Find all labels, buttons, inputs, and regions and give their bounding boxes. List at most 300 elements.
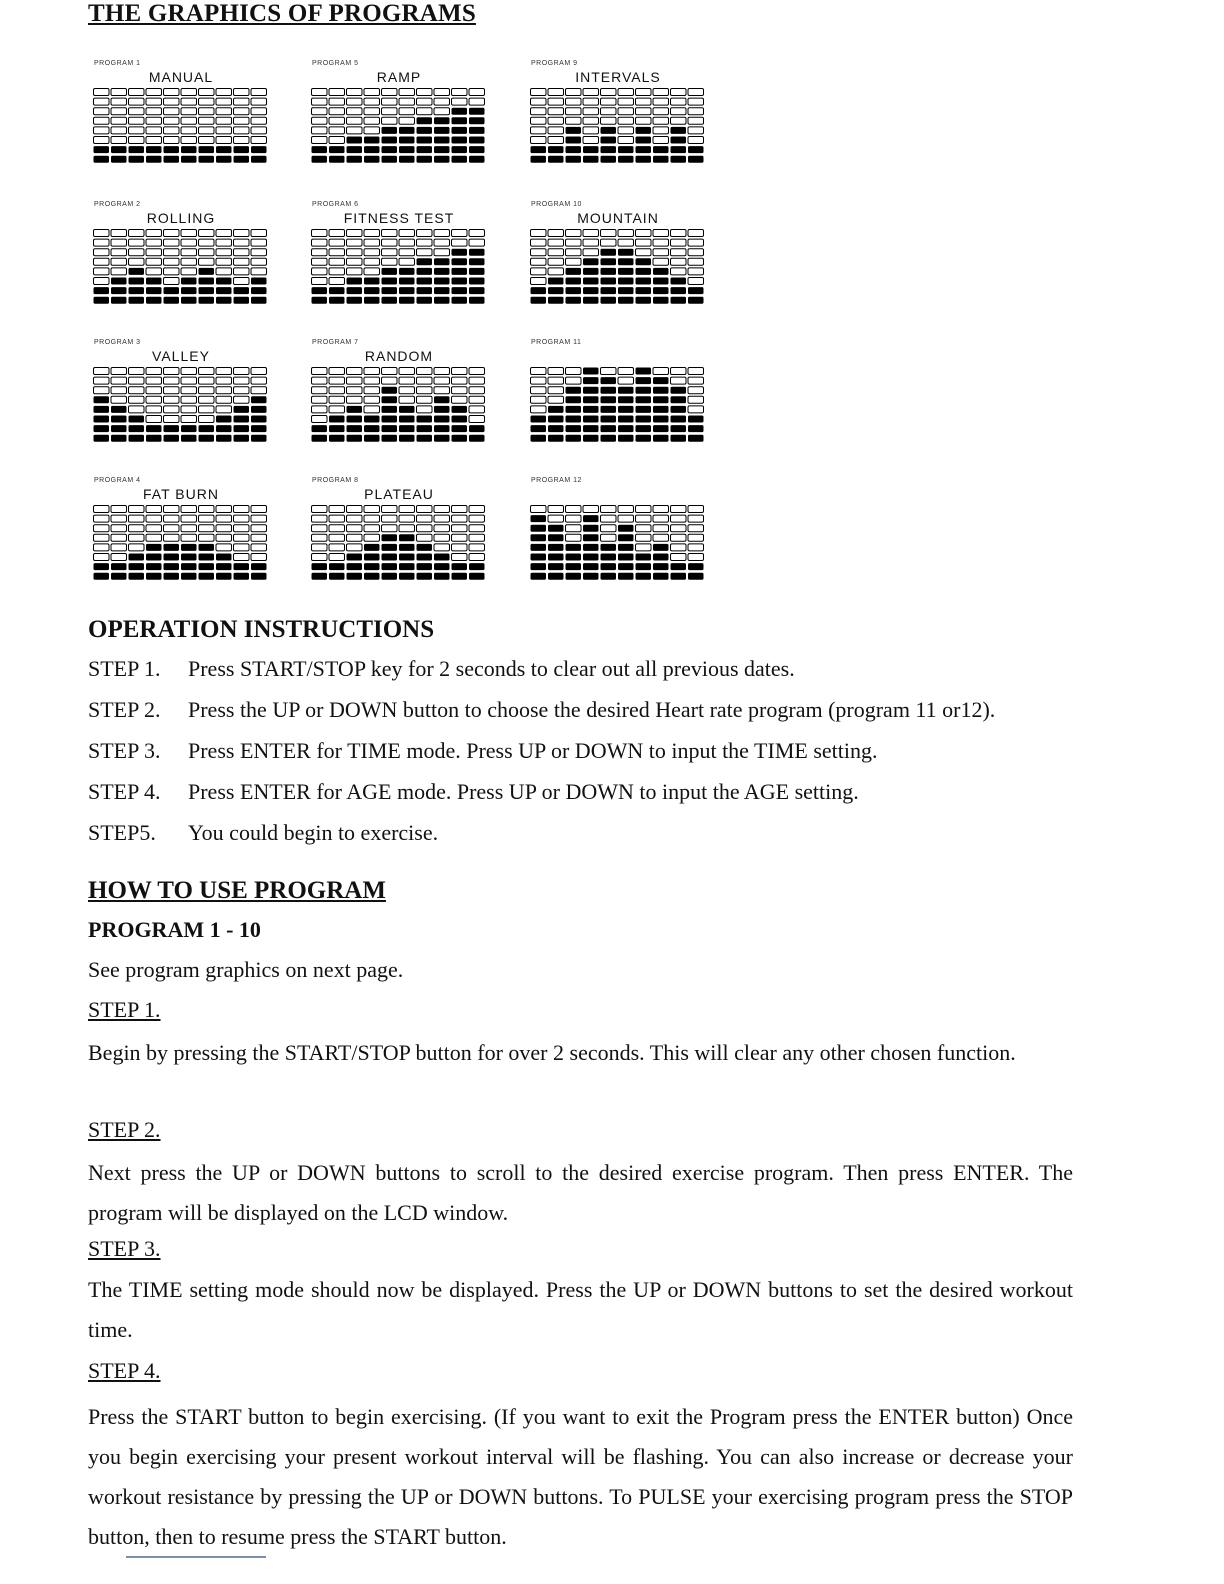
profile-segment-filled	[364, 297, 380, 304]
profile-segment-empty	[434, 368, 450, 375]
profile-segment-filled	[364, 416, 380, 423]
profile-segment-filled	[417, 258, 433, 265]
profile-segment-empty	[347, 396, 363, 403]
profile-segment-empty	[469, 396, 485, 403]
profile-segment-filled	[548, 278, 564, 285]
program-profile-chart	[530, 367, 705, 444]
profile-segment-empty	[146, 506, 162, 513]
profile-segment-empty	[583, 127, 599, 134]
profile-segment-filled	[618, 156, 634, 163]
profile-segment-empty	[216, 396, 232, 403]
profile-segment-filled	[417, 416, 433, 423]
profile-segment-filled	[382, 396, 398, 403]
profile-segment-filled	[129, 563, 145, 570]
profile-segment-empty	[382, 506, 398, 513]
profile-segment-empty	[164, 368, 180, 375]
profile-segment-filled	[146, 563, 162, 570]
profile-segment-filled	[251, 287, 267, 294]
profile-segment-empty	[164, 268, 180, 275]
profile-segment-filled	[434, 258, 450, 265]
profile-segment-filled	[452, 268, 468, 275]
profile-segment-filled	[417, 287, 433, 294]
profile-segment-filled	[234, 435, 250, 442]
profile-segment-empty	[671, 230, 687, 237]
program-name: MANUAL	[148, 69, 214, 85]
profile-segment-filled	[216, 278, 232, 285]
profile-segment-empty	[671, 377, 687, 384]
op-step-4	[88, 779, 859, 805]
profile-segment-empty	[688, 368, 704, 375]
profile-segment-filled	[583, 258, 599, 265]
profile-segment-empty	[671, 368, 687, 375]
profile-segment-empty	[181, 239, 197, 246]
profile-segment-empty	[653, 108, 669, 115]
profile-segment-empty	[312, 554, 328, 561]
profile-segment-filled	[469, 137, 485, 144]
profile-segment-filled	[181, 156, 197, 163]
profile-segment-filled	[583, 406, 599, 413]
profile-segment-filled	[329, 573, 345, 580]
profile-segment-empty	[329, 377, 345, 384]
program-name: RANDOM	[364, 348, 434, 364]
profile-segment-filled	[111, 425, 127, 432]
profile-segment-empty	[583, 117, 599, 124]
profile-segment-filled	[531, 573, 547, 580]
profile-segment-empty	[312, 127, 328, 134]
profile-segment-empty	[417, 89, 433, 96]
profile-segment-filled	[688, 287, 704, 294]
profile-segment-empty	[199, 534, 215, 541]
profile-segment-empty	[434, 230, 450, 237]
profile-segment-empty	[312, 258, 328, 265]
profile-segment-empty	[452, 377, 468, 384]
profile-segment-empty	[329, 554, 345, 561]
program-hr-11	[525, 339, 725, 469]
profile-segment-empty	[199, 117, 215, 124]
profile-segment-empty	[329, 268, 345, 275]
profile-segment-empty	[399, 387, 415, 394]
profile-segment-filled	[601, 258, 617, 265]
profile-segment-empty	[618, 377, 634, 384]
profile-segment-empty	[312, 137, 328, 144]
profile-segment-empty	[312, 268, 328, 275]
profile-segment-filled	[434, 563, 450, 570]
profile-segment-empty	[234, 387, 250, 394]
profile-segment-filled	[671, 416, 687, 423]
profile-segment-empty	[94, 387, 110, 394]
profile-segment-empty	[417, 368, 433, 375]
profile-segment-empty	[181, 525, 197, 532]
profile-segment-empty	[146, 377, 162, 384]
profile-segment-filled	[548, 534, 564, 541]
profile-segment-filled	[146, 544, 162, 551]
profile-segment-empty	[548, 387, 564, 394]
profile-segment-filled	[199, 563, 215, 570]
profile-segment-empty	[94, 137, 110, 144]
profile-segment-filled	[566, 146, 582, 153]
profile-segment-empty	[548, 377, 564, 384]
profile-segment-empty	[364, 117, 380, 124]
profile-segment-filled	[618, 146, 634, 153]
op-step-text: Press ENTER for TIME mode. Press UP or DOWN to input the TIME setting.	[188, 738, 878, 763]
profile-segment-filled	[469, 258, 485, 265]
profile-segment-empty	[181, 230, 197, 237]
profile-segment-empty	[671, 117, 687, 124]
profile-segment-filled	[636, 377, 652, 384]
profile-segment-filled	[382, 268, 398, 275]
profile-segment-empty	[129, 377, 145, 384]
profile-segment-empty	[234, 368, 250, 375]
profile-segment-empty	[146, 515, 162, 522]
profile-segment-empty	[111, 368, 127, 375]
profile-segment-filled	[548, 425, 564, 432]
profile-segment-filled	[382, 425, 398, 432]
profile-segment-filled	[653, 435, 669, 442]
profile-segment-empty	[399, 108, 415, 115]
profile-segment-empty	[329, 387, 345, 394]
profile-segment-empty	[364, 249, 380, 256]
profile-segment-filled	[452, 108, 468, 115]
profile-segment-empty	[469, 377, 485, 384]
profile-segment-empty	[452, 239, 468, 246]
profile-segment-empty	[548, 127, 564, 134]
profile-segment-filled	[417, 435, 433, 442]
profile-segment-empty	[251, 230, 267, 237]
profile-segment-empty	[688, 249, 704, 256]
how-to-subheading: PROGRAM 1 - 10	[88, 917, 261, 942]
profile-segment-empty	[234, 108, 250, 115]
profile-segment-filled	[329, 146, 345, 153]
profile-segment-filled	[548, 146, 564, 153]
profile-segment-filled	[94, 425, 110, 432]
profile-segment-empty	[251, 268, 267, 275]
profile-segment-filled	[164, 544, 180, 551]
profile-segment-filled	[312, 156, 328, 163]
profile-segment-empty	[251, 239, 267, 246]
profile-segment-empty	[688, 117, 704, 124]
profile-segment-empty	[329, 258, 345, 265]
how-step-2-text: Next press the UP or DOWN buttons to scroll to the desired exercise program. Then press ENTER. The program will be displayed on the LCD window.	[88, 1160, 1073, 1225]
profile-segment-filled	[146, 425, 162, 432]
profile-segment-empty	[94, 368, 110, 375]
profile-segment-filled	[531, 554, 547, 561]
profile-segment-filled	[688, 425, 704, 432]
profile-segment-filled	[566, 563, 582, 570]
profile-segment-empty	[234, 554, 250, 561]
profile-segment-empty	[312, 534, 328, 541]
profile-segment-empty	[548, 515, 564, 522]
profile-segment-filled	[583, 425, 599, 432]
profile-segment-empty	[688, 534, 704, 541]
profile-segment-filled	[199, 425, 215, 432]
profile-segment-empty	[347, 377, 363, 384]
profile-segment-empty	[548, 258, 564, 265]
program-profile-chart	[93, 505, 268, 582]
profile-segment-filled	[312, 425, 328, 432]
profile-segment-filled	[671, 425, 687, 432]
profile-segment-empty	[129, 396, 145, 403]
profile-segment-empty	[618, 368, 634, 375]
profile-segment-empty	[601, 239, 617, 246]
profile-segment-empty	[94, 506, 110, 513]
profile-segment-empty	[469, 406, 485, 413]
profile-segment-empty	[548, 268, 564, 275]
program-number-label: PROGRAM 1	[94, 60, 141, 67]
profile-segment-filled	[653, 416, 669, 423]
profile-segment-filled	[251, 396, 267, 403]
profile-segment-empty	[111, 525, 127, 532]
profile-segment-filled	[434, 425, 450, 432]
profile-segment-filled	[434, 278, 450, 285]
profile-segment-filled	[417, 146, 433, 153]
profile-segment-filled	[364, 137, 380, 144]
profile-segment-empty	[434, 515, 450, 522]
profile-segment-filled	[111, 297, 127, 304]
profile-segment-empty	[312, 515, 328, 522]
profile-segment-filled	[583, 156, 599, 163]
profile-segment-empty	[164, 108, 180, 115]
profile-segment-empty	[234, 396, 250, 403]
profile-segment-empty	[146, 268, 162, 275]
profile-segment-empty	[216, 239, 232, 246]
profile-segment-empty	[531, 89, 547, 96]
profile-segment-empty	[251, 368, 267, 375]
profile-segment-empty	[382, 368, 398, 375]
profile-segment-empty	[671, 108, 687, 115]
profile-segment-empty	[129, 368, 145, 375]
profile-segment-empty	[146, 98, 162, 105]
profile-segment-empty	[111, 396, 127, 403]
profile-segment-empty	[94, 278, 110, 285]
profile-segment-filled	[583, 563, 599, 570]
profile-segment-filled	[199, 287, 215, 294]
profile-segment-filled	[583, 544, 599, 551]
profile-segment-empty	[164, 137, 180, 144]
profile-segment-empty	[399, 117, 415, 124]
profile-segment-empty	[347, 268, 363, 275]
profile-segment-empty	[583, 239, 599, 246]
profile-segment-filled	[347, 435, 363, 442]
profile-segment-empty	[434, 387, 450, 394]
profile-segment-empty	[146, 249, 162, 256]
profile-segment-filled	[636, 396, 652, 403]
profile-segment-filled	[566, 278, 582, 285]
profile-segment-filled	[181, 297, 197, 304]
profile-segment-empty	[688, 258, 704, 265]
profile-segment-empty	[688, 239, 704, 246]
profile-segment-filled	[146, 554, 162, 561]
profile-segment-filled	[399, 554, 415, 561]
profile-segment-filled	[417, 156, 433, 163]
program-number-label: PROGRAM 5	[312, 60, 359, 67]
profile-segment-filled	[94, 396, 110, 403]
profile-segment-filled	[566, 406, 582, 413]
profile-segment-filled	[347, 554, 363, 561]
operation-heading: OPERATION INSTRUCTIONS	[88, 616, 435, 643]
profile-segment-empty	[181, 89, 197, 96]
profile-segment-empty	[251, 544, 267, 551]
profile-segment-filled	[583, 435, 599, 442]
profile-segment-filled	[469, 278, 485, 285]
profile-segment-filled	[601, 156, 617, 163]
program-name: FAT BURN	[143, 486, 219, 502]
profile-segment-empty	[364, 406, 380, 413]
profile-segment-empty	[469, 515, 485, 522]
profile-segment-empty	[312, 108, 328, 115]
profile-segment-empty	[548, 137, 564, 144]
profile-segment-filled	[671, 435, 687, 442]
profile-segment-empty	[653, 89, 669, 96]
profile-segment-filled	[199, 278, 215, 285]
profile-segment-empty	[531, 268, 547, 275]
profile-segment-filled	[548, 525, 564, 532]
profile-segment-filled	[164, 573, 180, 580]
profile-segment-empty	[469, 239, 485, 246]
profile-segment-filled	[164, 563, 180, 570]
program-profile-chart	[530, 88, 705, 165]
profile-segment-filled	[164, 425, 180, 432]
profile-segment-empty	[671, 534, 687, 541]
profile-segment-empty	[251, 515, 267, 522]
profile-segment-filled	[601, 435, 617, 442]
profile-segment-empty	[181, 387, 197, 394]
profile-segment-filled	[601, 287, 617, 294]
profile-segment-filled	[452, 297, 468, 304]
profile-segment-empty	[618, 117, 634, 124]
profile-segment-empty	[111, 239, 127, 246]
profile-segment-empty	[618, 137, 634, 144]
profile-segment-filled	[618, 435, 634, 442]
profile-segment-empty	[399, 89, 415, 96]
profile-segment-empty	[452, 544, 468, 551]
profile-segment-empty	[636, 534, 652, 541]
profile-segment-filled	[146, 297, 162, 304]
profile-segment-filled	[636, 573, 652, 580]
profile-segment-empty	[251, 506, 267, 513]
profile-segment-empty	[146, 368, 162, 375]
profile-segment-filled	[347, 297, 363, 304]
profile-segment-empty	[181, 534, 197, 541]
profile-segment-filled	[636, 137, 652, 144]
profile-segment-filled	[199, 156, 215, 163]
profile-segment-empty	[548, 368, 564, 375]
profile-segment-empty	[164, 534, 180, 541]
profile-segment-filled	[329, 425, 345, 432]
profile-segment-empty	[399, 230, 415, 237]
profile-segment-empty	[199, 108, 215, 115]
profile-segment-empty	[688, 396, 704, 403]
profile-segment-empty	[216, 108, 232, 115]
profile-segment-filled	[601, 573, 617, 580]
profile-segment-empty	[251, 377, 267, 384]
profile-segment-filled	[601, 544, 617, 551]
profile-segment-empty	[583, 108, 599, 115]
profile-segment-empty	[618, 230, 634, 237]
profile-segment-filled	[583, 146, 599, 153]
profile-segment-filled	[399, 146, 415, 153]
profile-segment-filled	[347, 416, 363, 423]
profile-segment-empty	[111, 258, 127, 265]
profile-segment-filled	[129, 416, 145, 423]
profile-segment-empty	[329, 368, 345, 375]
profile-segment-empty	[566, 239, 582, 246]
profile-segment-filled	[583, 554, 599, 561]
profile-segment-empty	[181, 127, 197, 134]
profile-segment-empty	[566, 506, 582, 513]
profile-segment-filled	[216, 416, 232, 423]
profile-segment-filled	[618, 297, 634, 304]
profile-segment-empty	[111, 117, 127, 124]
profile-segment-filled	[129, 146, 145, 153]
op-step-label: STEP 1.	[88, 656, 161, 681]
profile-segment-empty	[199, 396, 215, 403]
profile-segment-empty	[94, 117, 110, 124]
profile-segment-filled	[601, 396, 617, 403]
program-number-label: PROGRAM 3	[94, 339, 141, 346]
profile-segment-filled	[583, 573, 599, 580]
profile-segment-filled	[469, 249, 485, 256]
profile-segment-empty	[618, 506, 634, 513]
profile-segment-filled	[601, 268, 617, 275]
profile-segment-empty	[347, 544, 363, 551]
profile-segment-filled	[583, 416, 599, 423]
profile-segment-filled	[146, 287, 162, 294]
profile-segment-filled	[636, 416, 652, 423]
profile-segment-empty	[146, 534, 162, 541]
profile-segment-filled	[583, 368, 599, 375]
profile-segment-filled	[94, 156, 110, 163]
profile-segment-empty	[417, 525, 433, 532]
profile-segment-empty	[671, 98, 687, 105]
profile-segment-filled	[382, 287, 398, 294]
profile-segment-filled	[636, 435, 652, 442]
profile-segment-empty	[653, 117, 669, 124]
profile-segment-filled	[618, 258, 634, 265]
op-step-text: Press START/STOP key for 2 seconds to clear out all previous dates.	[188, 656, 795, 681]
profile-segment-filled	[329, 297, 345, 304]
profile-segment-filled	[434, 406, 450, 413]
profile-segment-filled	[199, 544, 215, 551]
profile-segment-empty	[566, 249, 582, 256]
profile-segment-empty	[234, 544, 250, 551]
profile-segment-empty	[671, 525, 687, 532]
profile-segment-empty	[399, 258, 415, 265]
profile-segment-filled	[434, 146, 450, 153]
how-to-heading: HOW TO USE PROGRAM	[88, 877, 386, 904]
profile-segment-empty	[531, 387, 547, 394]
profile-segment-filled	[653, 573, 669, 580]
profile-segment-filled	[251, 435, 267, 442]
profile-segment-empty	[618, 515, 634, 522]
profile-segment-empty	[382, 108, 398, 115]
profile-segment-filled	[382, 573, 398, 580]
profile-segment-empty	[181, 98, 197, 105]
profile-segment-empty	[566, 230, 582, 237]
profile-segment-empty	[216, 117, 232, 124]
profile-segment-empty	[164, 89, 180, 96]
profile-segment-filled	[129, 425, 145, 432]
profile-segment-filled	[434, 554, 450, 561]
profile-segment-empty	[531, 377, 547, 384]
profile-segment-empty	[129, 239, 145, 246]
profile-segment-filled	[417, 137, 433, 144]
profile-segment-empty	[364, 239, 380, 246]
profile-segment-empty	[146, 137, 162, 144]
profile-segment-empty	[312, 278, 328, 285]
profile-segment-empty	[417, 396, 433, 403]
profile-segment-filled	[469, 563, 485, 570]
program-name: VALLEY	[152, 348, 210, 364]
